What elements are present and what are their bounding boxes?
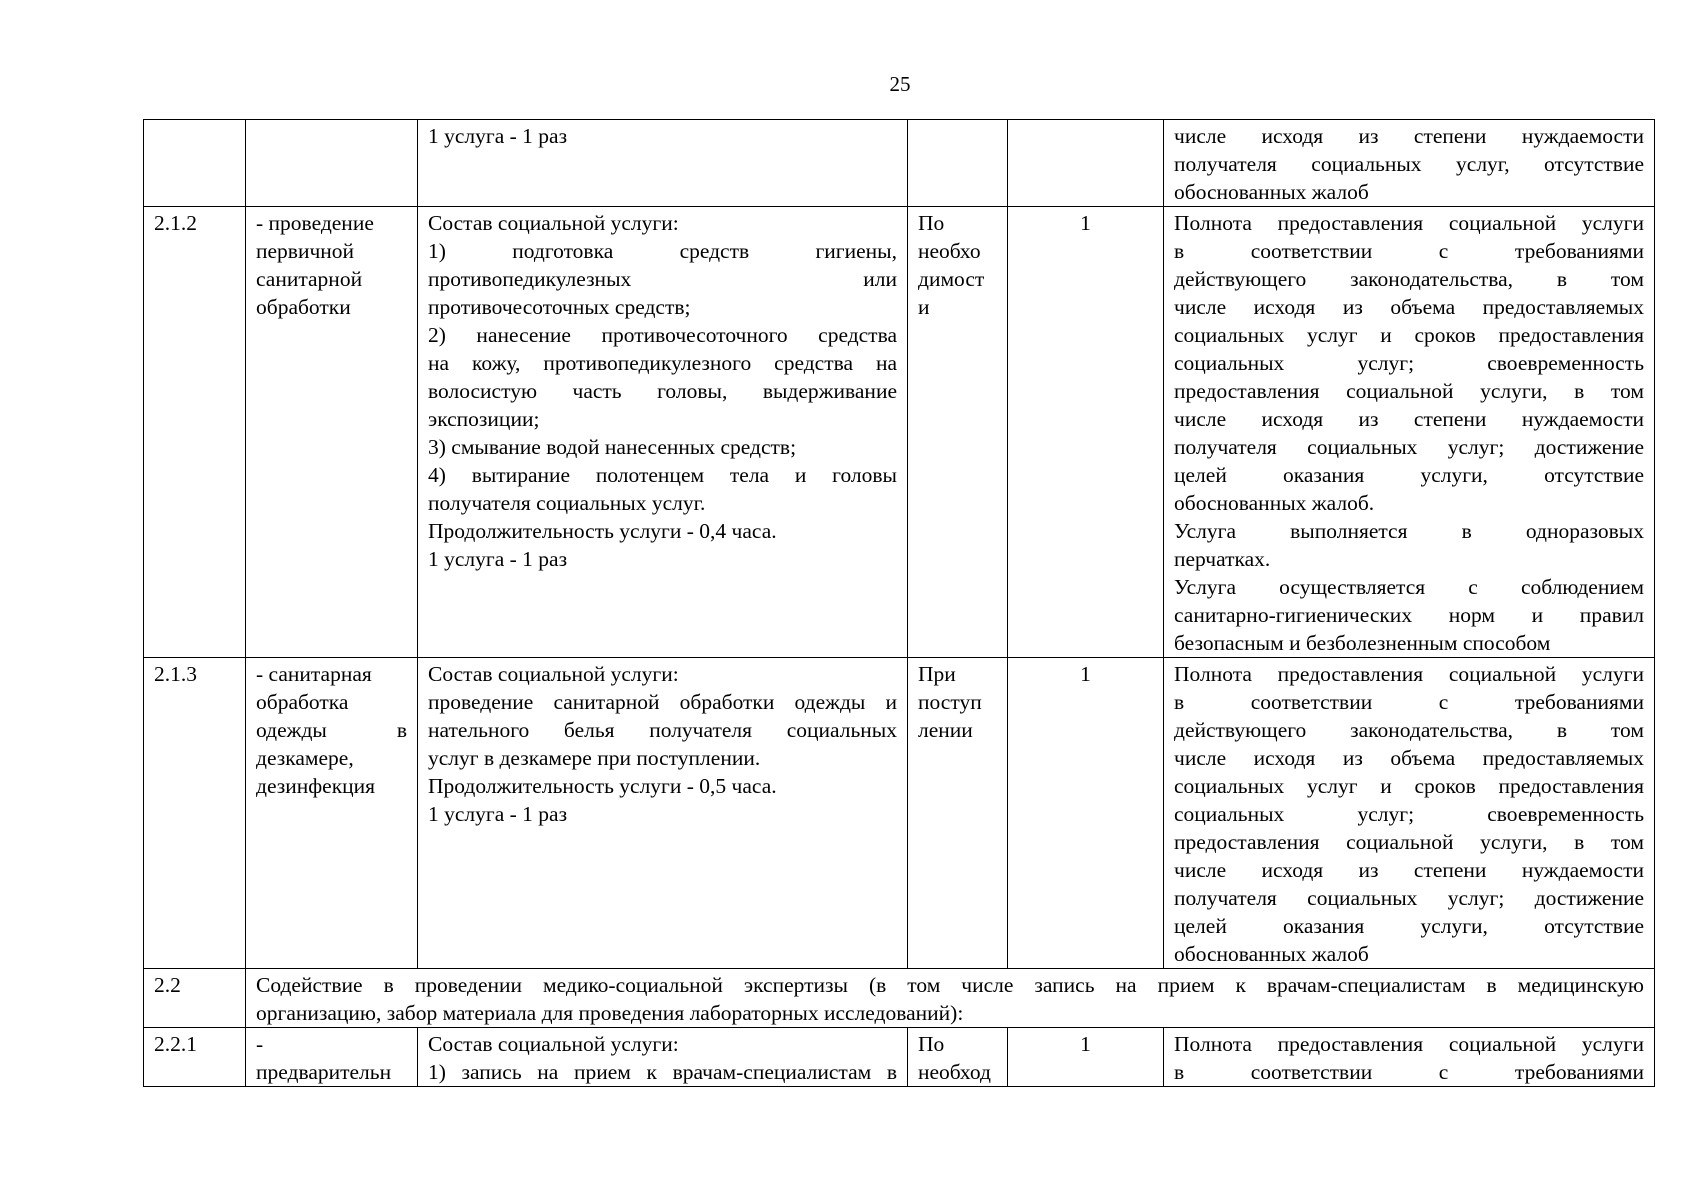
cell-description [418, 120, 908, 207]
cell-section-title [246, 969, 1655, 1028]
table-row-2-1-2 [144, 207, 1655, 658]
text-line: димост [918, 267, 985, 291]
text-line: первичной [256, 239, 355, 263]
text-line: 3) смывание водой нанесенных средств; [428, 435, 797, 459]
text-line: числе исходя из степени нуждаемости [1174, 407, 1644, 431]
text-line: - [256, 1032, 264, 1056]
cell-num: 2.2.1 [144, 1028, 246, 1087]
cell-criteria [1164, 1028, 1655, 1087]
text-line: обработки [256, 295, 351, 319]
text-line: лении [918, 718, 973, 742]
text-line: получателя социальных услуг; достижение [1174, 886, 1644, 910]
text-line: Полнота предоставления социальной услуги [1174, 211, 1644, 235]
text-line: противочесоточных средств; [428, 295, 691, 319]
text-line: 1 услуга - 1 раз [428, 547, 568, 571]
text-line: санитарной [256, 267, 363, 291]
text-line: Услуга выполняется в одноразовых [1174, 519, 1644, 543]
text-line: одежды в [256, 718, 407, 742]
text-line: услуг в дезкамере при поступлении. [428, 746, 761, 770]
text-line: Продолжительность услуги - 0,4 часа. [428, 519, 777, 543]
text-line: экспозиции; [428, 407, 540, 431]
cell-name [246, 1028, 418, 1087]
text-line: числе исходя из объема предоставляемых [1174, 746, 1644, 770]
description-line: 1 услуга - 1 раз [428, 124, 568, 148]
table-row-2-2-1 [144, 1028, 1655, 1087]
text-line: противопедикулезных или [428, 267, 897, 291]
text-line: числе исходя из степени нуждаемости [1174, 858, 1644, 882]
text-line: социальных услуг; своевременность [1174, 802, 1644, 826]
text-line: организацию, забор материала для проведения лабораторных исследований): [256, 1001, 964, 1025]
text-line: социальных услуг и сроков предоставления [1174, 323, 1644, 347]
cell-num: 2.2 [144, 969, 246, 1028]
cell-period [908, 207, 1008, 658]
text-line: нательного белья получателя социальных [428, 718, 897, 742]
cell-num: 2.1.3 [144, 658, 246, 969]
text-line: обоснованных жалоб [1174, 180, 1369, 204]
table-row-2-1-3 [144, 658, 1655, 969]
text-line: предварительн [256, 1060, 392, 1084]
text-line: При [918, 662, 956, 686]
text-line: 2) нанесение противочесоточного средства [428, 323, 897, 347]
cell-num: 2.1.2 [144, 207, 246, 658]
text-line: получателя социальных услуг. [428, 491, 706, 515]
services-table [143, 119, 1655, 1087]
text-line: - проведение [256, 211, 374, 235]
text-line: целей оказания услуги, отсутствие [1174, 914, 1644, 938]
text-line: волосистую часть головы, выдерживание [428, 379, 897, 403]
cell-criteria [1164, 207, 1655, 658]
cell-count [1008, 120, 1164, 207]
text-line: Состав социальной услуги: [428, 662, 679, 686]
text-line: Содействие в проведении медико-социальной экспертизы (в том числе запись на прием к врачам-специалистам в медицинскую [256, 973, 1644, 997]
cell-period [908, 658, 1008, 969]
text-line: проведение санитарной обработки одежды и [428, 690, 897, 714]
text-line: и [918, 295, 930, 319]
text-line: в соответствии с требованиями [1174, 239, 1644, 263]
cell-period [908, 120, 1008, 207]
cell-period [908, 1028, 1008, 1087]
text-line: в соответствии с требованиями [1174, 690, 1644, 714]
page-number: 25 [889, 72, 911, 96]
text-line: Полнота предоставления социальной услуги [1174, 1032, 1644, 1056]
cell-name [246, 120, 418, 207]
cell-name [246, 207, 418, 658]
text-line: предоставления социальной услуги, в том [1174, 379, 1644, 403]
text-line: Продолжительность услуги - 0,5 часа. [428, 774, 777, 798]
text-line: Полнота предоставления социальной услуги [1174, 662, 1644, 686]
table-row-2-2 [144, 969, 1655, 1028]
text-line: действующего законодательства, в том [1174, 267, 1644, 291]
text-line: безопасным и безболезненным способом [1174, 631, 1551, 655]
cell-criteria [1164, 658, 1655, 969]
text-line: получателя социальных услуг, отсутствие [1174, 152, 1644, 176]
text-line: 1) подготовка средств гигиены, [428, 239, 897, 263]
cell-count: 1 [1008, 207, 1164, 658]
text-line: Состав социальной услуги: [428, 1032, 679, 1056]
text-line: 4) вытирание полотенцем тела и головы [428, 463, 897, 487]
text-line: обоснованных жалоб [1174, 942, 1369, 966]
text-line: в соответствии с требованиями [1174, 1060, 1644, 1084]
text-line: необхо [918, 239, 981, 263]
text-line: санитарно-гигиенических норм и правил [1174, 603, 1644, 627]
text-line: обоснованных жалоб. [1174, 491, 1375, 515]
cell-criteria [1164, 120, 1655, 207]
text-line: числе исходя из степени нуждаемости [1174, 124, 1644, 148]
cell-description [418, 658, 908, 969]
text-line: необход [918, 1060, 991, 1084]
text-line: числе исходя из объема предоставляемых [1174, 295, 1644, 319]
text-line: 1 услуга - 1 раз [428, 802, 568, 826]
text-line: на кожу, противопедикулезного средства на [428, 351, 897, 375]
text-line: социальных услуг; своевременность [1174, 351, 1644, 375]
text-line: По [918, 1032, 945, 1056]
text-line: 1) запись на прием к врачам-специалистам в [428, 1060, 897, 1084]
text-line: социальных услуг и сроков предоставления [1174, 774, 1644, 798]
cell-count: 1 [1008, 658, 1164, 969]
text-line: целей оказания услуги, отсутствие [1174, 463, 1644, 487]
text-line: - санитарная [256, 662, 372, 686]
cell-count: 1 [1008, 1028, 1164, 1087]
text-line: дезкамере, [256, 746, 354, 770]
cell-name [246, 658, 418, 969]
text-line: Состав социальной услуги: [428, 211, 679, 235]
text-line: получателя социальных услуг; достижение [1174, 435, 1644, 459]
text-line: Услуга осуществляется с соблюдением [1174, 575, 1644, 599]
text-line: действующего законодательства, в том [1174, 718, 1644, 742]
table-row-continuation [144, 120, 1655, 207]
cell-description [418, 1028, 908, 1087]
text-line: обработка [256, 690, 349, 714]
text-line: По [918, 211, 945, 235]
text-line: предоставления социальной услуги, в том [1174, 830, 1644, 854]
cell-description [418, 207, 908, 658]
text-line: дезинфекция [256, 774, 376, 798]
text-line: поступ [918, 690, 982, 714]
cell-num [144, 120, 246, 207]
text-line: перчатках. [1174, 547, 1271, 571]
